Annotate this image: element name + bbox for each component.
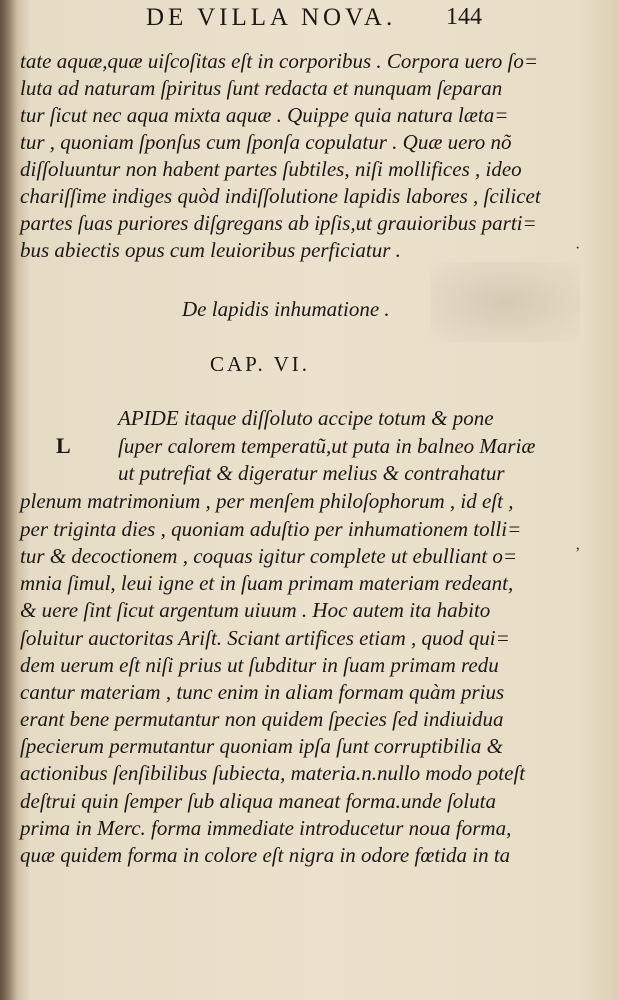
chapter-line-1: APIDE itaque diſſoluto accipe totum & pone [118,406,494,430]
page-header [146,4,486,34]
body-line-6: chariſſime indiges quòd indiſſolutione lapidis labores , ſcilicet [20,184,541,208]
page-number: 144 [446,4,482,30]
chapter-line-16: prima in Merc. forma immediate introducetur noua forma, [20,816,512,840]
chapter-line-7: mnia ſimul, leui igne et in ſuam primam materiam redeant, [20,571,514,595]
chapter-line-15: deſtrui quin ſemper ſub aliqua maneat forma.unde ſoluta [20,789,496,813]
chapter-line-11: cantur materiam , tunc enim in aliam formam quàm prius [20,680,505,704]
stray-ink-mark: ʼ [575,545,581,562]
chapter-line-6: tur & decoctionem , coquas igitur complete ut ebulliant o= [20,544,518,568]
drop-cap: L [56,433,71,458]
chapter-line-8: & uere ſint ſicut argentum uiuum . Hoc autem ita habito [20,598,491,622]
chapter-line-13: ſpecierum permutantur quoniam ipſa ſunt corruptibilia & [20,734,503,758]
chapter-line-10: dem uerum eſt niſi prius ut ſubditur in ſuam primam redu [20,653,499,677]
chapter-line-3: ut putrefiat & digeratur melius & contrahatur [118,461,505,485]
body-line-7: partes ſuas puriores diſgregans ab ipſis,ut grauioribus parti= [20,211,537,235]
show-through-stain [430,262,580,342]
body-line-3: tur ſicut nec aqua mixta aquæ . Quippe quia natura læta= [20,103,509,127]
chapter-line-12: erant bene permutantur non quidem ſpecies ſed indiuidua [20,707,504,731]
body-line-1: tate aquæ,quæ uiſcoſitas eſt in corporibus . Corpora uero ſo= [20,49,538,73]
chapter-line-5: per triginta dies , quoniam aduſtio per inhumationem tolli= [20,517,522,541]
chapter-line-4: plenum matrimonium , per menſem philoſophorum , id eſt , [20,489,514,513]
body-line-4: tur , quoniam ſponſus cum ſponſa copulatur . Quæ uero nõ [20,130,512,154]
chapter-line-9: ſoluitur auctoritas Ariſt. Sciant artifices etiam , quod qui= [20,626,510,650]
running-head: DE VILLA NOVA. [146,4,397,31]
chapter-heading: CAP. VI. [210,352,311,376]
body-line-8: bus abiectis opus cum leuioribus perficiatur . [20,238,401,262]
stray-ink-mark: · [575,240,581,257]
gutter-shadow [0,0,18,1000]
body-line-2: luta ad naturam ſpiritus ſunt redacta et nunquam ſeparan [20,76,503,100]
chapter-line-14: actionibus ſenſibilibus ſubiecta, materia.n.nullo modo poteſt [20,761,526,785]
chapter-line-17: quæ quidem forma in colore eſt nigra in odore fœtida in ta [20,843,511,867]
body-line-5: diſſoluuntur non habent partes ſubtiles, niſi mollifices , ideo [20,157,522,181]
chapter-line-2: ſuper calorem temperatũ,ut puta in balneo Mariæ [118,434,536,458]
section-title: De lapidis inhumatione . [182,297,390,321]
